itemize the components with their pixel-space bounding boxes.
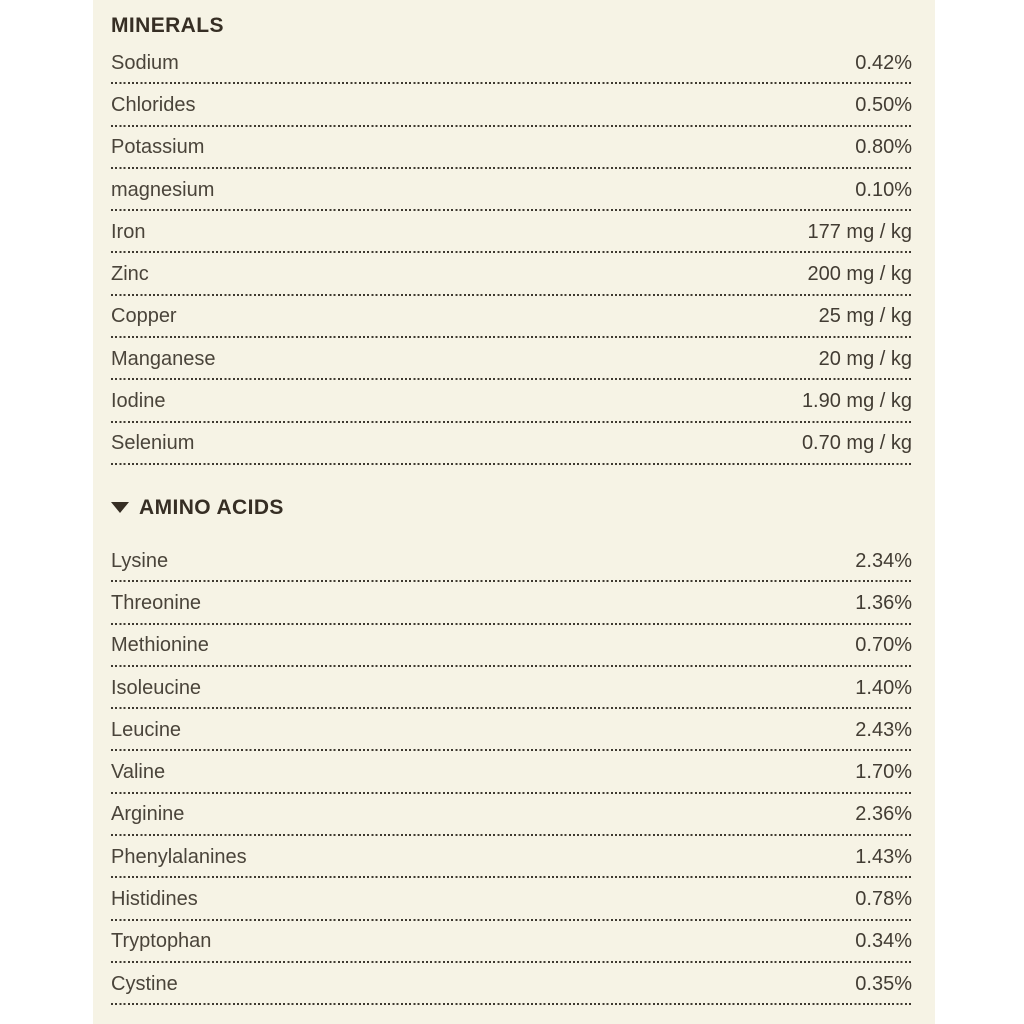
nutrient-label: Phenylalanines [111, 845, 247, 868]
section-title: AMINO ACIDS [139, 495, 284, 519]
nutrient-value: 2.34% [855, 549, 912, 572]
triangle-down-icon [111, 502, 129, 513]
nutrient-label: Arginine [111, 803, 185, 826]
nutrition-panel [93, 0, 935, 1024]
sections-container [111, 14, 912, 1005]
nutrient-value: 2.43% [855, 718, 912, 741]
section-rows [111, 42, 912, 465]
table-row [111, 667, 912, 709]
nutrient-label: Selenium [111, 432, 195, 455]
table-row [111, 921, 912, 963]
table-row [111, 42, 912, 84]
table-row [111, 253, 912, 295]
nutrient-value: 1.43% [855, 845, 912, 868]
table-row [111, 836, 912, 878]
nutrient-value: 0.70 mg / kg [801, 432, 912, 455]
nutrient-label: Histidines [111, 887, 198, 910]
nutrient-label: Leucine [111, 718, 182, 741]
nutrient-value: 20 mg / kg [818, 347, 912, 370]
nutrient-label: Cystine [111, 972, 178, 995]
table-row [111, 540, 912, 582]
nutrient-label: Sodium [111, 51, 179, 74]
nutrient-label: Iron [111, 220, 146, 243]
nutrient-value: 1.36% [855, 591, 912, 614]
nutrient-value: 0.70% [855, 634, 912, 657]
nutrient-value: 0.80% [855, 136, 912, 159]
table-row [111, 380, 912, 422]
nutrient-value: 0.42% [855, 51, 912, 74]
nutrient-value: 25 mg / kg [818, 305, 912, 328]
nutrient-value: 2.36% [855, 803, 912, 826]
nutrient-value: 0.10% [855, 178, 912, 201]
table-row [111, 127, 912, 169]
nutrient-label: Threonine [111, 591, 202, 614]
table-row [111, 296, 912, 338]
nutrient-value: 0.35% [855, 972, 912, 995]
nutrient-label: Iodine [111, 390, 166, 413]
nutrient-label: Chlorides [111, 93, 196, 116]
nutrient-label: Manganese [111, 347, 216, 370]
table-row [111, 169, 912, 211]
table-row [111, 794, 912, 836]
nutrient-label: Lysine [111, 549, 169, 572]
section-minerals [111, 14, 912, 465]
section-title: MINERALS [111, 14, 224, 37]
nutrient-label: Potassium [111, 136, 205, 159]
table-row [111, 963, 912, 1005]
table-row [111, 338, 912, 380]
section-rows [111, 540, 912, 1005]
nutrient-value: 0.34% [855, 930, 912, 953]
section-header-minerals [111, 14, 912, 38]
table-row [111, 751, 912, 793]
nutrient-value: 0.50% [855, 93, 912, 116]
nutrient-value: 0.78% [855, 887, 912, 910]
table-row [111, 709, 912, 751]
nutrient-label: Valine [111, 761, 166, 784]
nutrient-value: 1.40% [855, 676, 912, 699]
nutrient-label: Methionine [111, 634, 209, 657]
table-row [111, 625, 912, 667]
table-row [111, 211, 912, 253]
table-row [111, 582, 912, 624]
nutrient-label: Tryptophan [111, 930, 212, 953]
nutrient-label: Zinc [111, 263, 149, 286]
nutrient-value: 1.70% [855, 761, 912, 784]
nutrient-value: 1.90 mg / kg [801, 390, 912, 413]
table-row [111, 878, 912, 920]
table-row [111, 84, 912, 126]
table-row [111, 423, 912, 465]
section-header-amino-acids[interactable] [111, 496, 912, 520]
nutrient-label: Isoleucine [111, 676, 202, 699]
nutrient-label: magnesium [111, 178, 215, 201]
nutrient-value: 177 mg / kg [807, 220, 912, 243]
nutrient-label: Copper [111, 305, 177, 328]
section-amino-acids [111, 496, 912, 1005]
nutrient-value: 200 mg / kg [807, 263, 912, 286]
